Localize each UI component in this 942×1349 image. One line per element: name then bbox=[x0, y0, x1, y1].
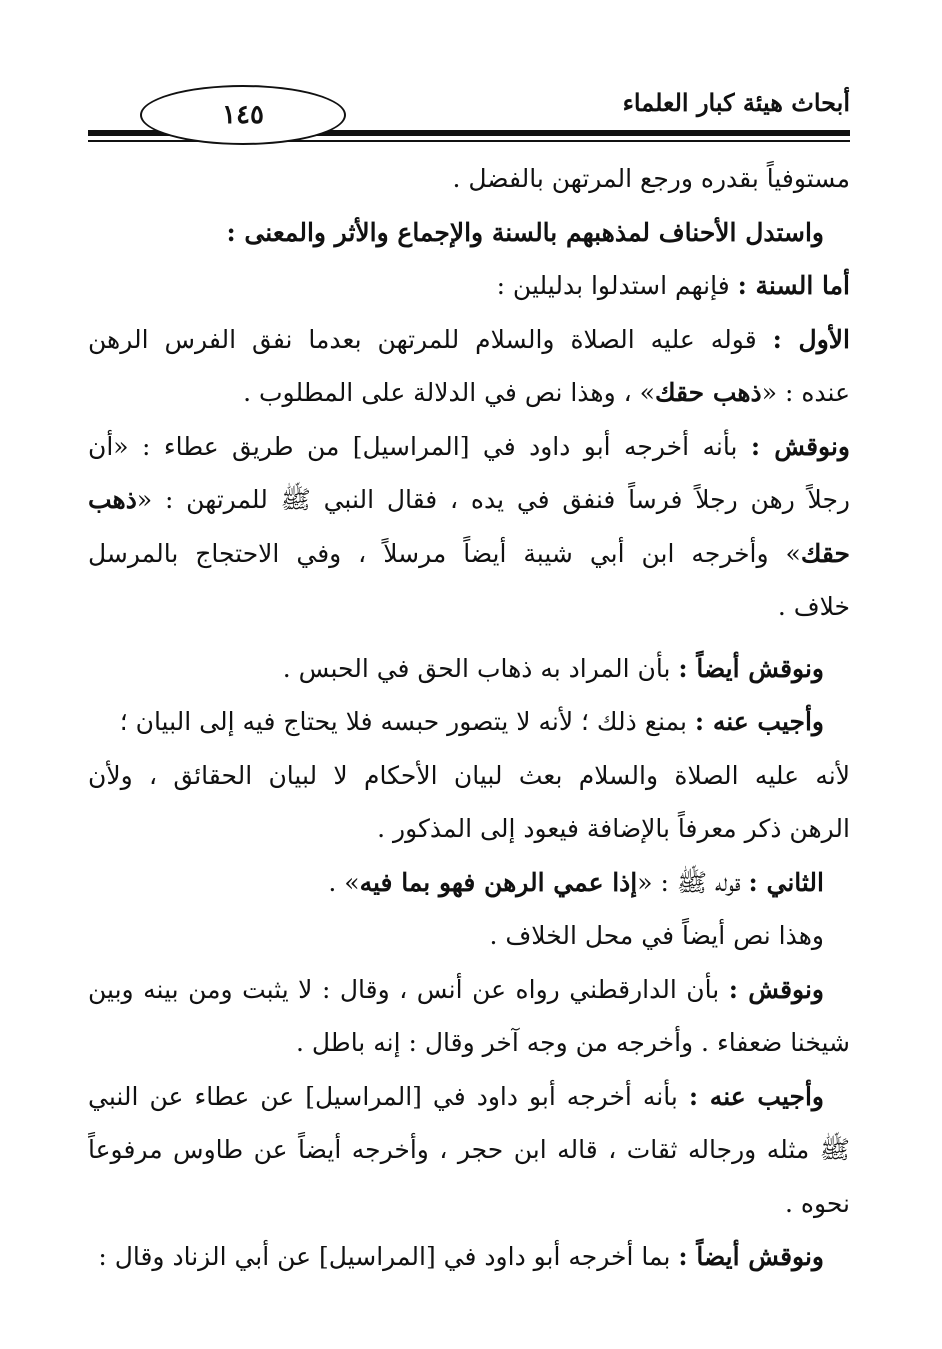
bold-phrase: إذا عمي الرهن فهو بما فيه bbox=[359, 867, 638, 897]
bold-phrase: حقك bbox=[800, 538, 850, 568]
bold-phrase: ذهب bbox=[88, 485, 137, 514]
text-line bbox=[88, 259, 850, 313]
text-run: » ، وهذا نص في الدلالة على المطلوب . bbox=[243, 378, 655, 407]
text-run: وهذا نص أيضاً في محل الخلاف . bbox=[489, 921, 824, 950]
paragraph-gap bbox=[88, 634, 850, 642]
text-line bbox=[88, 1016, 850, 1070]
text-line bbox=[88, 1070, 850, 1124]
text-line bbox=[88, 152, 850, 206]
bold-phrase: الثاني : bbox=[748, 867, 824, 897]
bold-phrase: أما السنة : bbox=[737, 271, 850, 300]
text-run: مستوفياً بقدره ورجع المرتهن بالفضل . bbox=[452, 164, 850, 193]
text-line bbox=[88, 420, 850, 474]
text-run: خلاف . bbox=[777, 592, 850, 621]
bold-phrase: وأجيب عنه : bbox=[694, 707, 824, 736]
text-line bbox=[88, 856, 850, 910]
text-run: عنده : « bbox=[761, 378, 850, 407]
text-line bbox=[88, 1123, 850, 1177]
bold-phrase: ونوقش أيضاً : bbox=[678, 653, 824, 683]
text-run: بأنه أخرجه أبو داود في [المراسيل] من طريق عطاء : «أن bbox=[88, 431, 751, 461]
text-run: رجلاً رهن رجلاً فرساً فنفق في يده ، فقال النبي ﷺ للمرتهن : « bbox=[136, 485, 850, 514]
text-run: بمنع ذلك ؛ لأنه لا يتصور حبسه فلا يحتاج فيه إلى البيان ؛ bbox=[119, 707, 695, 736]
text-line bbox=[88, 206, 850, 260]
page-number: ١٤٥ bbox=[222, 100, 264, 130]
text-line bbox=[88, 909, 850, 963]
text-line bbox=[88, 1177, 850, 1231]
text-line bbox=[88, 642, 850, 696]
text-run: بأن المراد به ذهاب الحق في الحبس . bbox=[282, 653, 679, 683]
text-run: بأن الدارقطني رواه عن أنس ، وقال : لا يثبت ومن بينه وبين bbox=[88, 974, 729, 1004]
text-line bbox=[88, 313, 850, 367]
running-title: أبحاث هيئة كبار العلماء bbox=[622, 88, 850, 117]
text-run: لأنه عليه الصلاة والسلام بعث لبيان الأحكام لا لبيان الحقائق ، ولأن bbox=[88, 760, 850, 790]
page-body bbox=[88, 152, 850, 1284]
text-line bbox=[88, 802, 850, 856]
text-line bbox=[88, 749, 850, 803]
bold-phrase: وأجيب عنه : bbox=[688, 1081, 824, 1111]
text-run: ﷺ مثله ورجاله ثقات ، قاله ابن حجر ، وأخرجه أيضاً عن طاوس مرفوعاً bbox=[88, 1135, 850, 1164]
bold-phrase: الأول : bbox=[772, 324, 850, 354]
text-line bbox=[88, 580, 850, 634]
bold-phrase: ونوقش : bbox=[728, 974, 824, 1004]
bold-phrase: ونوقش : bbox=[750, 431, 850, 461]
text-run: فإنهم استدلوا بدليلين : bbox=[496, 271, 738, 300]
text-run: بأنه أخرجه أبو داود في [المراسيل] عن عطاء عن النبي bbox=[88, 1081, 689, 1111]
text-line bbox=[88, 473, 850, 527]
text-run: نحوه . bbox=[784, 1188, 850, 1218]
text-line bbox=[88, 695, 850, 749]
page-header bbox=[88, 70, 850, 150]
text-run: الرهن ذكر معرفاً بالإضافة فيعود إلى المذكور . bbox=[377, 814, 850, 843]
text-run: بما أخرجه أبو داود في [المراسيل] عن أبي الزناد وقال : bbox=[98, 1242, 679, 1271]
text-run: قوله عليه الصلاة والسلام للمرتهن بعدما نفق الفرس الرهن bbox=[88, 324, 773, 354]
page-number-oval bbox=[140, 85, 346, 145]
text-run: » . bbox=[328, 867, 360, 897]
text-line bbox=[88, 527, 850, 581]
bold-phrase: واستدل الأحناف لمذهبهم بالسنة والإجماع والأثر والمعنى : bbox=[226, 217, 824, 247]
text-line bbox=[88, 1230, 850, 1284]
text-run: شيخنا ضعفاء . وأخرجه من وجه آخر وقال : إنه باطل . bbox=[295, 1028, 850, 1057]
bold-phrase: ذهب حقك bbox=[654, 378, 762, 407]
bold-phrase: ونوقش أيضاً : bbox=[678, 1242, 824, 1271]
text-run: قوله ﷺ : « bbox=[637, 867, 749, 897]
text-line bbox=[88, 963, 850, 1017]
text-run: » وأخرجه ابن أبي شيبة أيضاً مرسلاً ، وفي الاحتجاج بالمرسل bbox=[88, 538, 801, 568]
text-line bbox=[88, 366, 850, 420]
